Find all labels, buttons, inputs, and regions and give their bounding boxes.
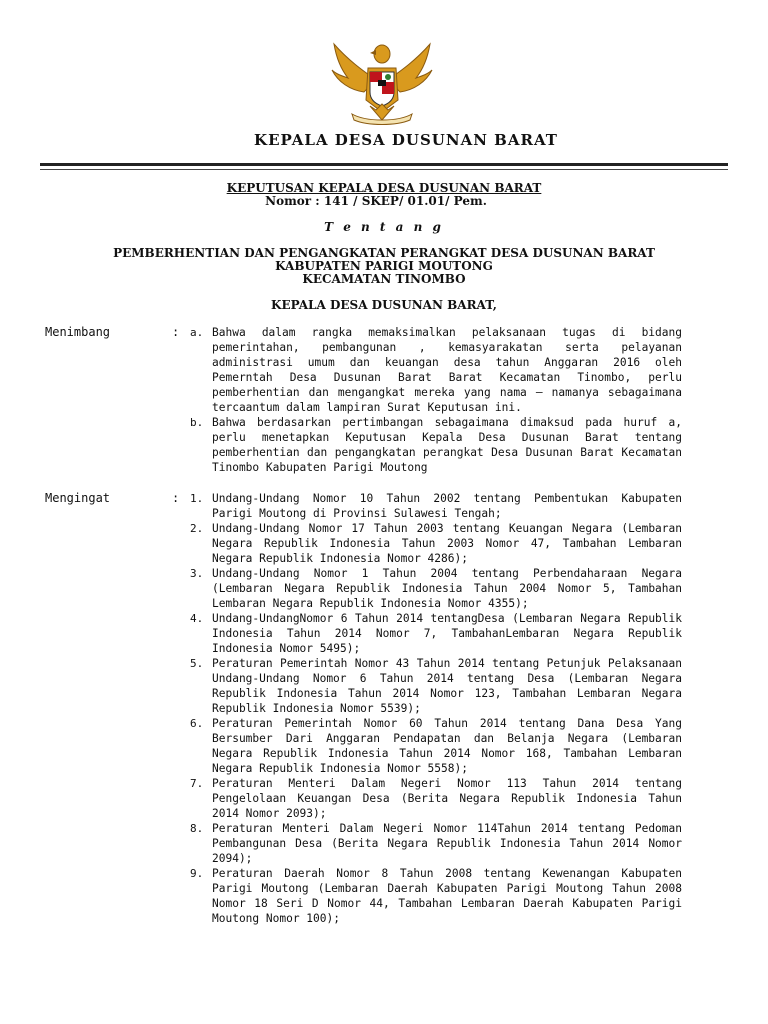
decree-number: Nomor : 141 / SKEP/ 01.01/ Pem. xyxy=(265,194,487,208)
decree-subject-line-1: PEMBERHENTIAN DAN PENGANGKATAN PERANGKAT DESA DUSUNAN BARAT xyxy=(113,246,655,260)
item-marker: b. xyxy=(190,416,204,429)
mengingat-list xyxy=(172,491,682,926)
list-item xyxy=(172,415,682,475)
list-item xyxy=(172,776,682,821)
item-text: Peraturan Pemerintah Nomor 60 Tahun 2014 tentang Dana Desa Yang Bersumber Dari Anggaran Pendapatan dan Belanja Negara (Lembaran Negara Republik Indonesia Tahun 2014 Nomor 168, Tambahan Lembaran Negara Republik Indonesia Nomor 5558); xyxy=(212,717,682,775)
item-marker: 1. xyxy=(190,492,204,505)
item-marker: 6. xyxy=(190,717,204,730)
list-item xyxy=(172,821,682,866)
item-marker: 4. xyxy=(190,612,204,625)
header-rule-thin xyxy=(40,169,728,170)
item-marker: a. xyxy=(190,326,204,339)
item-marker: 9. xyxy=(190,867,204,880)
list-item xyxy=(172,611,682,656)
list-item xyxy=(172,566,682,611)
item-text: Peraturan Menteri Dalam Negeri Nomor 114Tahun 2014 tentang Pedoman Pembangunan Desa (Berita Negara Republik Indonesia Tahun 2014 Nomor 2094); xyxy=(212,822,682,865)
item-text: Undang-Undang Nomor 10 Tahun 2002 tentang Pembentukan Kabupaten Parigi Moutong di Provinsi Sulawesi Tengah; xyxy=(212,492,682,520)
decree-about: T e n t a n g xyxy=(324,220,444,234)
item-text: Undang-Undang Nomor 1 Tahun 2004 tentang Perbendaharaan Negara (Lembaran Negara Republik Indonesia Tahun 2004 Nomor 5, Tambahan Lembaran Negara Republik Indonesia Nomor 4355); xyxy=(212,567,682,610)
item-text: Bahwa berdasarkan pertimbangan sebagaimana dimaksud pada huruf a, perlu menetapkan Keputusan Kepala Desa Dusunan Barat tentang pemberhentian dan pengangkatan perangkat Desa Dusunan Barat Kecamatan Tinombo Kabupaten Parigi Moutong xyxy=(212,416,682,474)
list-item xyxy=(172,656,682,716)
mengingat-label: Mengingat xyxy=(45,491,111,505)
mengingat-colon: : xyxy=(172,491,180,505)
decree-subject-line-2: KABUPATEN PARIGI MOUTONG xyxy=(275,259,493,273)
menimbang-label: Menimbang xyxy=(45,325,111,339)
item-marker: 3. xyxy=(190,567,204,580)
list-item xyxy=(172,491,682,521)
menimbang-colon: : xyxy=(172,325,180,339)
list-item xyxy=(172,866,682,926)
item-text: Undang-UndangNomor 6 Tahun 2014 tentangDesa (Lembaran Negara Republik Indonesia Tahun 2014 Nomor 7, TambahanLembaran Negara Republik Indonesia Nomor 5495); xyxy=(212,612,682,655)
item-text: Peraturan Daerah Nomor 8 Tahun 2008 tentang Kewenangan Kabupaten Parigi Moutong (Lembaran Daerah Kabupaten Parigi Moutong Tahun 2008 Nomor 18 Seri D Nomor 44, Tambahan Lembaran Daerah Kabupaten Parigi Moutong Nomor 100); xyxy=(212,867,682,925)
decree-title: KEPUTUSAN KEPALA DESA DUSUNAN BARAT xyxy=(226,181,542,195)
item-marker: 7. xyxy=(190,777,204,790)
list-item xyxy=(172,716,682,776)
list-item xyxy=(172,325,682,415)
item-marker: 5. xyxy=(190,657,204,670)
decree-issuer: KEPALA DESA DUSUNAN BARAT, xyxy=(271,298,497,312)
item-text: Peraturan Menteri Dalam Negeri Nomor 113 Tahun 2014 tentang Pengelolaan Keuangan Desa (Berita Negara Republik Indonesia Tahun 2014 Nomor 2093); xyxy=(212,777,682,820)
header-rule-thick xyxy=(40,163,728,166)
item-marker: 8. xyxy=(190,822,204,835)
item-marker: 2. xyxy=(190,522,204,535)
list-item xyxy=(172,521,682,566)
menimbang-list xyxy=(172,325,682,475)
decree-subject-line-3: KECAMATAN TINOMBO xyxy=(302,272,466,286)
item-text: Undang-Undang Nomor 17 Tahun 2003 tentang Keuangan Negara (Lembaran Negara Republik Indonesia Tahun 2003 Nomor 47, Tambahan Lembaran Negara Republik Indonesia Nomor 4286); xyxy=(212,522,682,565)
office-title: KEPALA DESA DUSUNAN BARAT xyxy=(254,131,558,149)
item-text: Peraturan Pemerintah Nomor 43 Tahun 2014 tentang Petunjuk Pelaksanaan Undang-Undang Nomor 6 Tahun 2014 tentang Desa (Lembaran Negara Republik Indonesia Tahun 2014 Nomor 123, Tambahan Lembaran Negara Republik Indonesia Nomor 5539); xyxy=(212,657,682,715)
garuda-emblem-icon xyxy=(326,40,438,126)
item-text: Bahwa dalam rangka memaksimalkan pelaksanaan tugas di bidang pemerintahan, pembangunan , kemasyarakatan serta pelayanan administrasi umum dan keuangan desa tahun Anggaran 2016 oleh Pemerntah Desa Dusunan Barat Barat Kecamatan Tinombo, perlu pemberhentian dan mengangkat mereka yang nama – namanya sebagaimana tercaantum dalam lampiran Surat Keputusan ini. xyxy=(212,326,682,414)
